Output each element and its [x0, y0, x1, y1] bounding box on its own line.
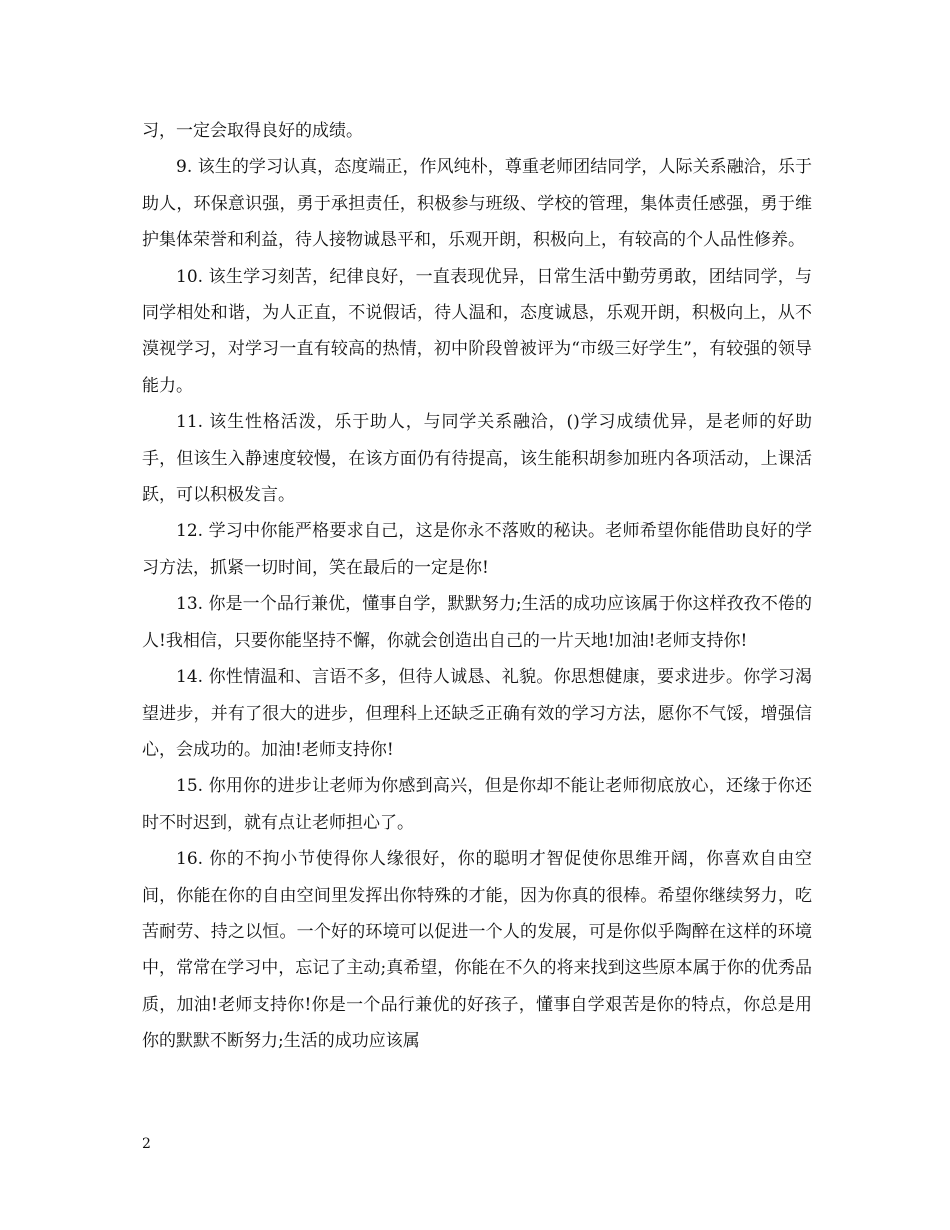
- paragraph-item-9: 9. 该生的学习认真，态度端正，作风纯朴，尊重老师团结同学，人际关系融洽，乐于助人，环保意识强，勇于承担责任，积极参与班级、学校的管理，集体责任感强，勇于维护集体荣誉和利益，待人接物诚恳平和，乐观开朗，积极向上，有较高的个人品性修养。: [142, 157, 812, 251]
- paragraph-item-15: 15. 你用你的进步让老师为你感到高兴，但是你却不能让老师彻底放心，还缘于你还时不时迟到，就有点让老师担心了。: [142, 776, 812, 833]
- paragraph-item-11: 11. 该生性格活泼，乐于助人，与同学关系融洽，()学习成绩优异，是老师的好助手，但该生入静速度较慢，在该方面仍有待提高，该生能积胡参加班内各项活动，上课活跃，可以积极发言。: [142, 412, 812, 506]
- paragraph-continuation: 习，一定会取得良好的成绩。: [142, 121, 363, 141]
- document-body: [142, 113, 812, 1060]
- paragraph-item-16: 16. 你的不拘小节使得你人缘很好，你的聪明才智促使你思维开阔，你喜欢自由空间，你能在你的自由空间里发挥出你特殊的才能，因为你真的很棒。希望你继续努力，吃苦耐劳、持之以恒。一个好的环境可以促进一个人的发展，可是你似乎陶醉在这样的环境中，常常在学习中，忘记了主动;真希望，你能在不久的将来找到这些原本属于你的优秀品质，加油!老师支持你!你是一个品行兼优的好孩子，懂事自学艰苦是你的特点，你总是用你的默默不断努力;生活的成功应该属: [142, 849, 812, 1052]
- paragraph-item-12: 12. 学习中你能严格要求自己，这是你永不落败的秘诀。老师希望你能借助良好的学习方法，抓紧一切时间，笑在最后的一定是你!: [142, 521, 812, 578]
- paragraph-item-14: 14. 你性情温和、言语不多，但待人诚恳、礼貌。你思想健康，要求进步。你学习渴望进步，并有了很大的进步，但理科上还缺乏正确有效的学习方法，愿你不气馁，增强信心，会成功的。加油!老师支持你!: [142, 667, 812, 760]
- page-number: 2: [142, 1136, 151, 1152]
- paragraph-item-10: 10. 该生学习刻苦，纪律良好，一直表现优异，日常生活中勤劳勇敢，团结同学，与同学相处和谐，为人正直，不说假话，待人温和，态度诚恳，乐观开朗，积极向上，从不漠视学习，对学习一直有较高的热情，初中阶段曾被评为“市级三好学生”，有较强的领导能力。: [142, 266, 812, 396]
- paragraph-item-13: 13. 你是一个品行兼优，懂事自学，默默努力;生活的成功应该属于你这样孜孜不倦的人!我相信，只要你能坚持不懈，你就会创造出自己的一片天地!加油!老师支持你!: [142, 594, 812, 651]
